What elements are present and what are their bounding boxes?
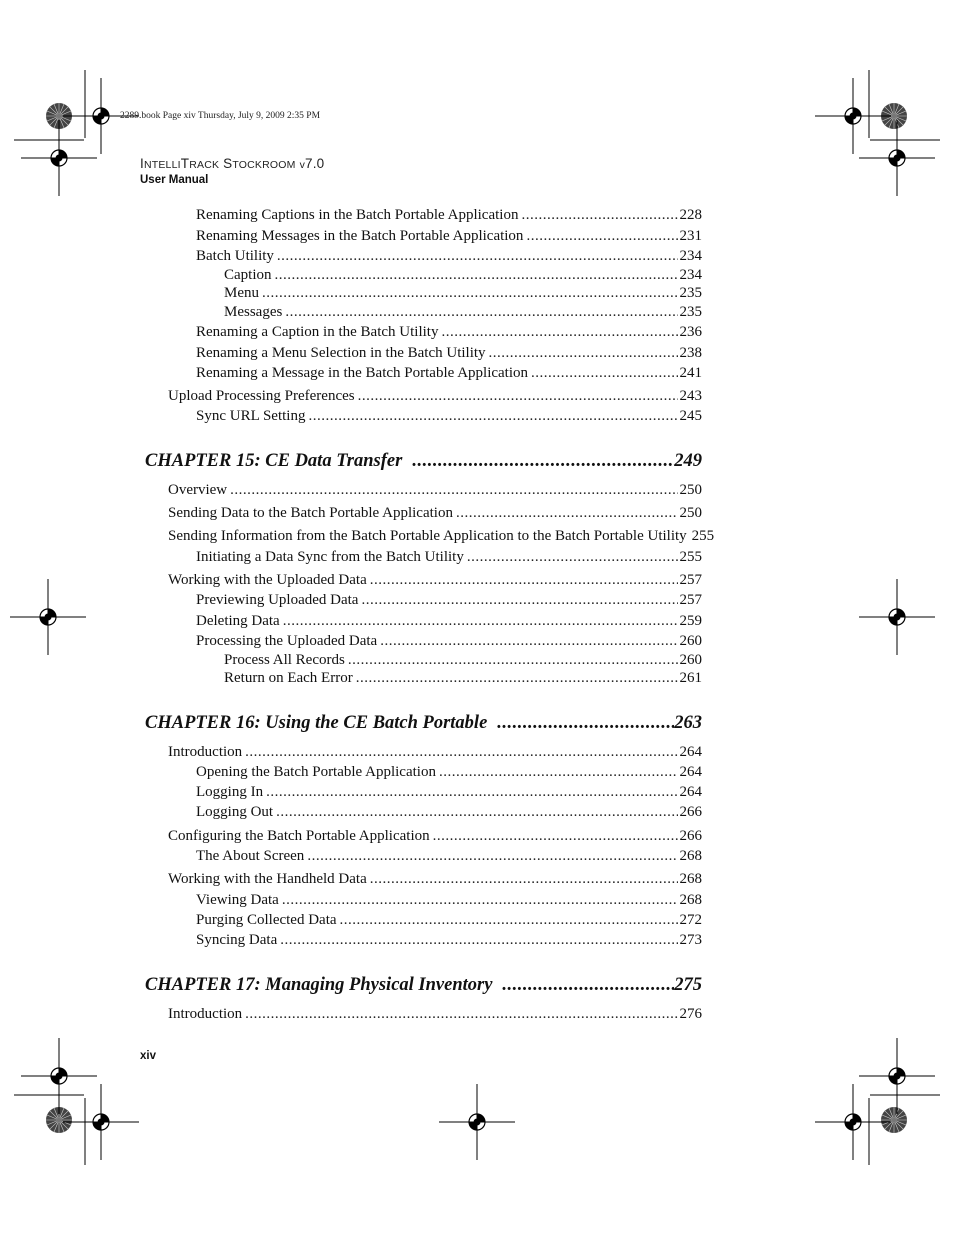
toc-entry[interactable] [196,891,702,909]
toc-leader-dots [497,712,674,734]
toc-entry-title: Menu [224,285,259,301]
toc-leader-dots [521,206,677,224]
toc-entry-title: Introduction [168,744,243,760]
toc-leader-dots [489,344,678,362]
page-number: xiv [140,1050,156,1062]
toc-entry-title: Sync URL Setting [196,408,306,424]
toc-page-number: 257 [679,592,702,608]
toc-page-number: 260 [679,633,702,649]
toc-leader-dots [266,783,677,801]
toc-chapter-heading[interactable] [145,450,702,472]
toc-page-number: 268 [679,892,702,908]
toc-entry-title: Logging In [196,784,264,800]
toc-entry[interactable] [196,206,702,224]
toc-page-number: 264 [679,744,702,760]
toc-leader-dots [370,870,678,888]
toc-entry[interactable] [196,344,702,362]
toc-entry-title: Previewing Uploaded Data [196,592,359,608]
toc-leader-dots [308,407,677,425]
toc-entry-title: Sending Data to the Batch Portable Application [168,505,453,521]
toc-entry-title: Messages [224,304,283,320]
toc-page-number: 241 [679,365,702,381]
toc-entry[interactable] [196,803,702,821]
toc-page-number: 250 [679,482,702,498]
toc-entry-title: Renaming a Caption in the Batch Utility [196,324,439,340]
toc-page-number: 268 [679,848,702,864]
toc-entry[interactable] [196,407,702,425]
toc-leader-dots [370,571,678,589]
toc-leader-dots [340,911,678,929]
toc-entry-title: CHAPTER 16: Using the CE Batch Portable [145,713,488,733]
toc-entry-title: Renaming Captions in the Batch Portable Application [196,207,519,223]
toc-entry[interactable] [196,931,702,949]
toc-entry[interactable] [168,527,732,545]
toc-entry[interactable] [196,632,702,650]
toc-entry[interactable] [196,548,702,566]
toc-leader-dots [526,227,677,245]
toc-entry[interactable] [224,266,702,284]
toc-entry[interactable] [168,387,702,405]
toc-page-number: 263 [674,713,702,733]
toc-leader-dots [245,743,677,761]
toc-entry[interactable] [196,591,702,609]
toc-entry-title: Working with the Uploaded Data [168,572,367,588]
toc-page-number: 266 [679,804,702,820]
toc-entry[interactable] [168,504,702,522]
toc-entry-title: Return on Each Error [224,670,353,686]
toc-page-number: 228 [679,207,702,223]
toc-page-number: 234 [679,267,702,283]
toc-entry-title: Renaming a Message in the Batch Portable Application [196,365,529,381]
toc-leader-dots [262,284,678,302]
toc-leader-dots [467,548,678,566]
toc-page-number: 259 [679,613,702,629]
toc-leader-dots [282,891,678,909]
toc-leader-dots [358,387,678,405]
toc-entry-title: Configuring the Batch Portable Application [168,828,430,844]
toc-entry-title: Purging Collected Data [196,912,337,928]
toc-entry-title: Syncing Data [196,932,278,948]
toc-page-number: 249 [674,451,702,471]
toc-entry[interactable] [196,763,702,781]
toc-page-number: 243 [679,388,702,404]
toc-entry[interactable] [168,571,702,589]
toc-entry[interactable] [168,870,702,888]
toc-entry-title: Processing the Uploaded Data [196,633,378,649]
toc-page-number: 260 [679,652,702,668]
toc-entry-title: Logging Out [196,804,274,820]
toc-leader-dots [348,651,678,669]
toc-entry[interactable] [196,323,702,341]
toc-entry[interactable] [224,303,702,321]
toc-leader-dots [412,450,674,472]
toc-page-number: 255 [679,549,702,565]
toc-entry-title: Overview [168,482,228,498]
toc-entry[interactable] [224,669,702,687]
toc-entry[interactable] [168,1005,702,1023]
toc-entry[interactable] [224,284,702,302]
toc-page-number: 231 [679,228,702,244]
toc-leader-dots [361,591,677,609]
toc-leader-dots [280,931,677,949]
toc-entry-title: Renaming Messages in the Batch Portable Application [196,228,524,244]
toc-entry-title: Introduction [168,1006,243,1022]
toc-leader-dots [230,481,677,499]
toc-page-number: 268 [679,871,702,887]
toc-entry-title: Batch Utility [196,248,274,264]
toc-page-number: 245 [679,408,702,424]
toc-page-number: 234 [679,248,702,264]
toc-entry[interactable] [168,743,702,761]
toc-leader-dots [276,803,677,821]
toc-entry-title: Initiating a Data Sync from the Batch Utility [196,549,464,565]
toc-leader-dots [277,247,678,265]
toc-leader-dots [285,303,677,321]
toc-entry[interactable] [196,847,702,865]
toc-page-number: 236 [679,324,702,340]
toc-entry[interactable] [224,651,702,669]
toc-page-number: 261 [679,670,702,686]
toc-leader-dots [283,612,678,630]
toc-entry-title: CHAPTER 15: CE Data Transfer [145,451,403,471]
toc-entry[interactable] [196,783,702,801]
toc-entry[interactable] [196,247,702,265]
toc-entry[interactable] [196,227,702,245]
toc-chapter-heading[interactable] [145,712,702,734]
toc-entry[interactable] [168,481,702,499]
print-slug: 2289.book Page xiv Thursday, July 9, 2009 2:35 PM [120,111,321,121]
toc-leader-dots [380,632,677,650]
toc-leader-dots [441,323,677,341]
toc-page-number: 235 [679,304,702,320]
toc-leader-dots [275,266,678,284]
toc-leader-dots [356,669,678,687]
toc-entry-title: Deleting Data [196,613,280,629]
toc-leader-dots [502,974,674,996]
toc-entry-title: Process All Records [224,652,345,668]
toc-entry-title: Caption [224,267,272,283]
toc-page-number: 272 [679,912,702,928]
toc-entry-title: Renaming a Menu Selection in the Batch Utility [196,345,486,361]
toc-entry-title: Upload Processing Preferences [168,388,355,404]
toc-page-number: 264 [679,784,702,800]
toc-entry[interactable] [196,911,702,929]
toc-page-number: 273 [679,932,702,948]
toc-entry-title: The About Screen [196,848,305,864]
toc-page-number: 238 [679,345,702,361]
toc-page-number: 257 [679,572,702,588]
toc-page-number: 255 [691,528,715,544]
running-header-title: INTELLITRACK STOCKROOM v7.0 [140,156,325,171]
toc-entry[interactable] [196,612,702,630]
toc-entry-title: Viewing Data [196,892,279,908]
toc-leader-dots [456,504,678,522]
toc-page-number: 264 [679,764,702,780]
toc-page-number: 276 [679,1006,702,1022]
toc-entry-title: Opening the Batch Portable Application [196,764,436,780]
toc-leader-dots [245,1005,677,1023]
toc-page-number: 235 [679,285,702,301]
toc-page-number: 250 [679,505,702,521]
toc-leader-dots [433,827,678,845]
toc-entry-title: Working with the Handheld Data [168,871,367,887]
toc-leader-dots [439,763,678,781]
toc-leader-dots [307,847,677,865]
running-header-subtitle: User Manual [140,174,209,186]
toc-entry[interactable] [196,364,702,382]
toc-chapter-heading[interactable] [145,974,702,996]
toc-page-number: 275 [674,975,702,995]
toc-page-number: 266 [679,828,702,844]
toc-leader-dots [531,364,677,382]
toc-entry-title: Sending Information from the Batch Portable Application to the Batch Portable Utility [168,528,687,544]
toc-entry[interactable] [168,827,702,845]
toc-entry-title: CHAPTER 17: Managing Physical Inventory [145,975,493,995]
